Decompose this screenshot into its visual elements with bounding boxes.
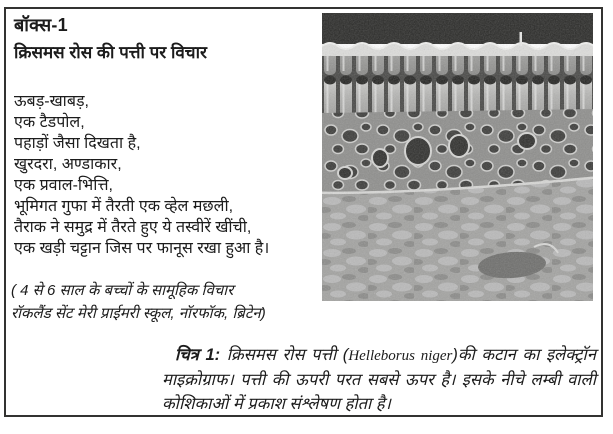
poem-line: पहाड़ों जैसा दिखता है, <box>14 135 141 152</box>
attribution-line: ( 4 से 6 साल के बच्चों के सामूहिक विचार <box>11 282 234 299</box>
poem-line: खुरदरा, अण्डाकार, <box>14 156 122 173</box>
box-title: बॉक्स-1 <box>14 15 68 35</box>
poem-line: एक टैडपोल, <box>14 114 85 131</box>
poem-block <box>14 91 269 259</box>
poem-line: एक प्रवाल-भित्ति, <box>14 177 113 194</box>
leaf-cross-section-micrograph <box>322 13 593 301</box>
poem-line: भूमिगत गुफा में तैरती एक व्हेल मछली, <box>14 198 234 215</box>
box-subtitle: क्रिसमस रोस की पत्ती पर विचार <box>14 43 207 62</box>
figure-caption-text-2: )की कटान का इलेक्ट्रॉन माइक्रोग्राफ। पत्ती की ऊपरी परत सबसे ऊपर है। इसके नीचे लम्बी वाली कोशिकाओं में प्रकाश संश्लेषण होता है। <box>162 346 596 413</box>
poem-line: ऊबड़-खाबड़, <box>14 93 89 110</box>
figure-caption-text-1: क्रिसमस रोस पत्ती ( <box>220 346 349 364</box>
figure-caption-latin-name: Helleborus niger <box>348 348 453 364</box>
attribution-line: रॉकलैंड सेंट मेरी प्राईमरी स्कूल, नॉरफॉक, ब्रिटेन) <box>11 305 266 322</box>
figure-caption-label: चित्र 1: <box>175 346 221 364</box>
poem-line: एक खड़ी चट्टान जिस पर फानूस रखा हुआ है। <box>14 240 270 257</box>
poem-line: तैराक ने समुद्र में तैरते हुए ये तस्वीरें खींची, <box>14 219 252 236</box>
micrograph-grain-texture <box>322 13 593 301</box>
attribution-block <box>11 279 266 325</box>
figure-caption <box>162 343 596 416</box>
